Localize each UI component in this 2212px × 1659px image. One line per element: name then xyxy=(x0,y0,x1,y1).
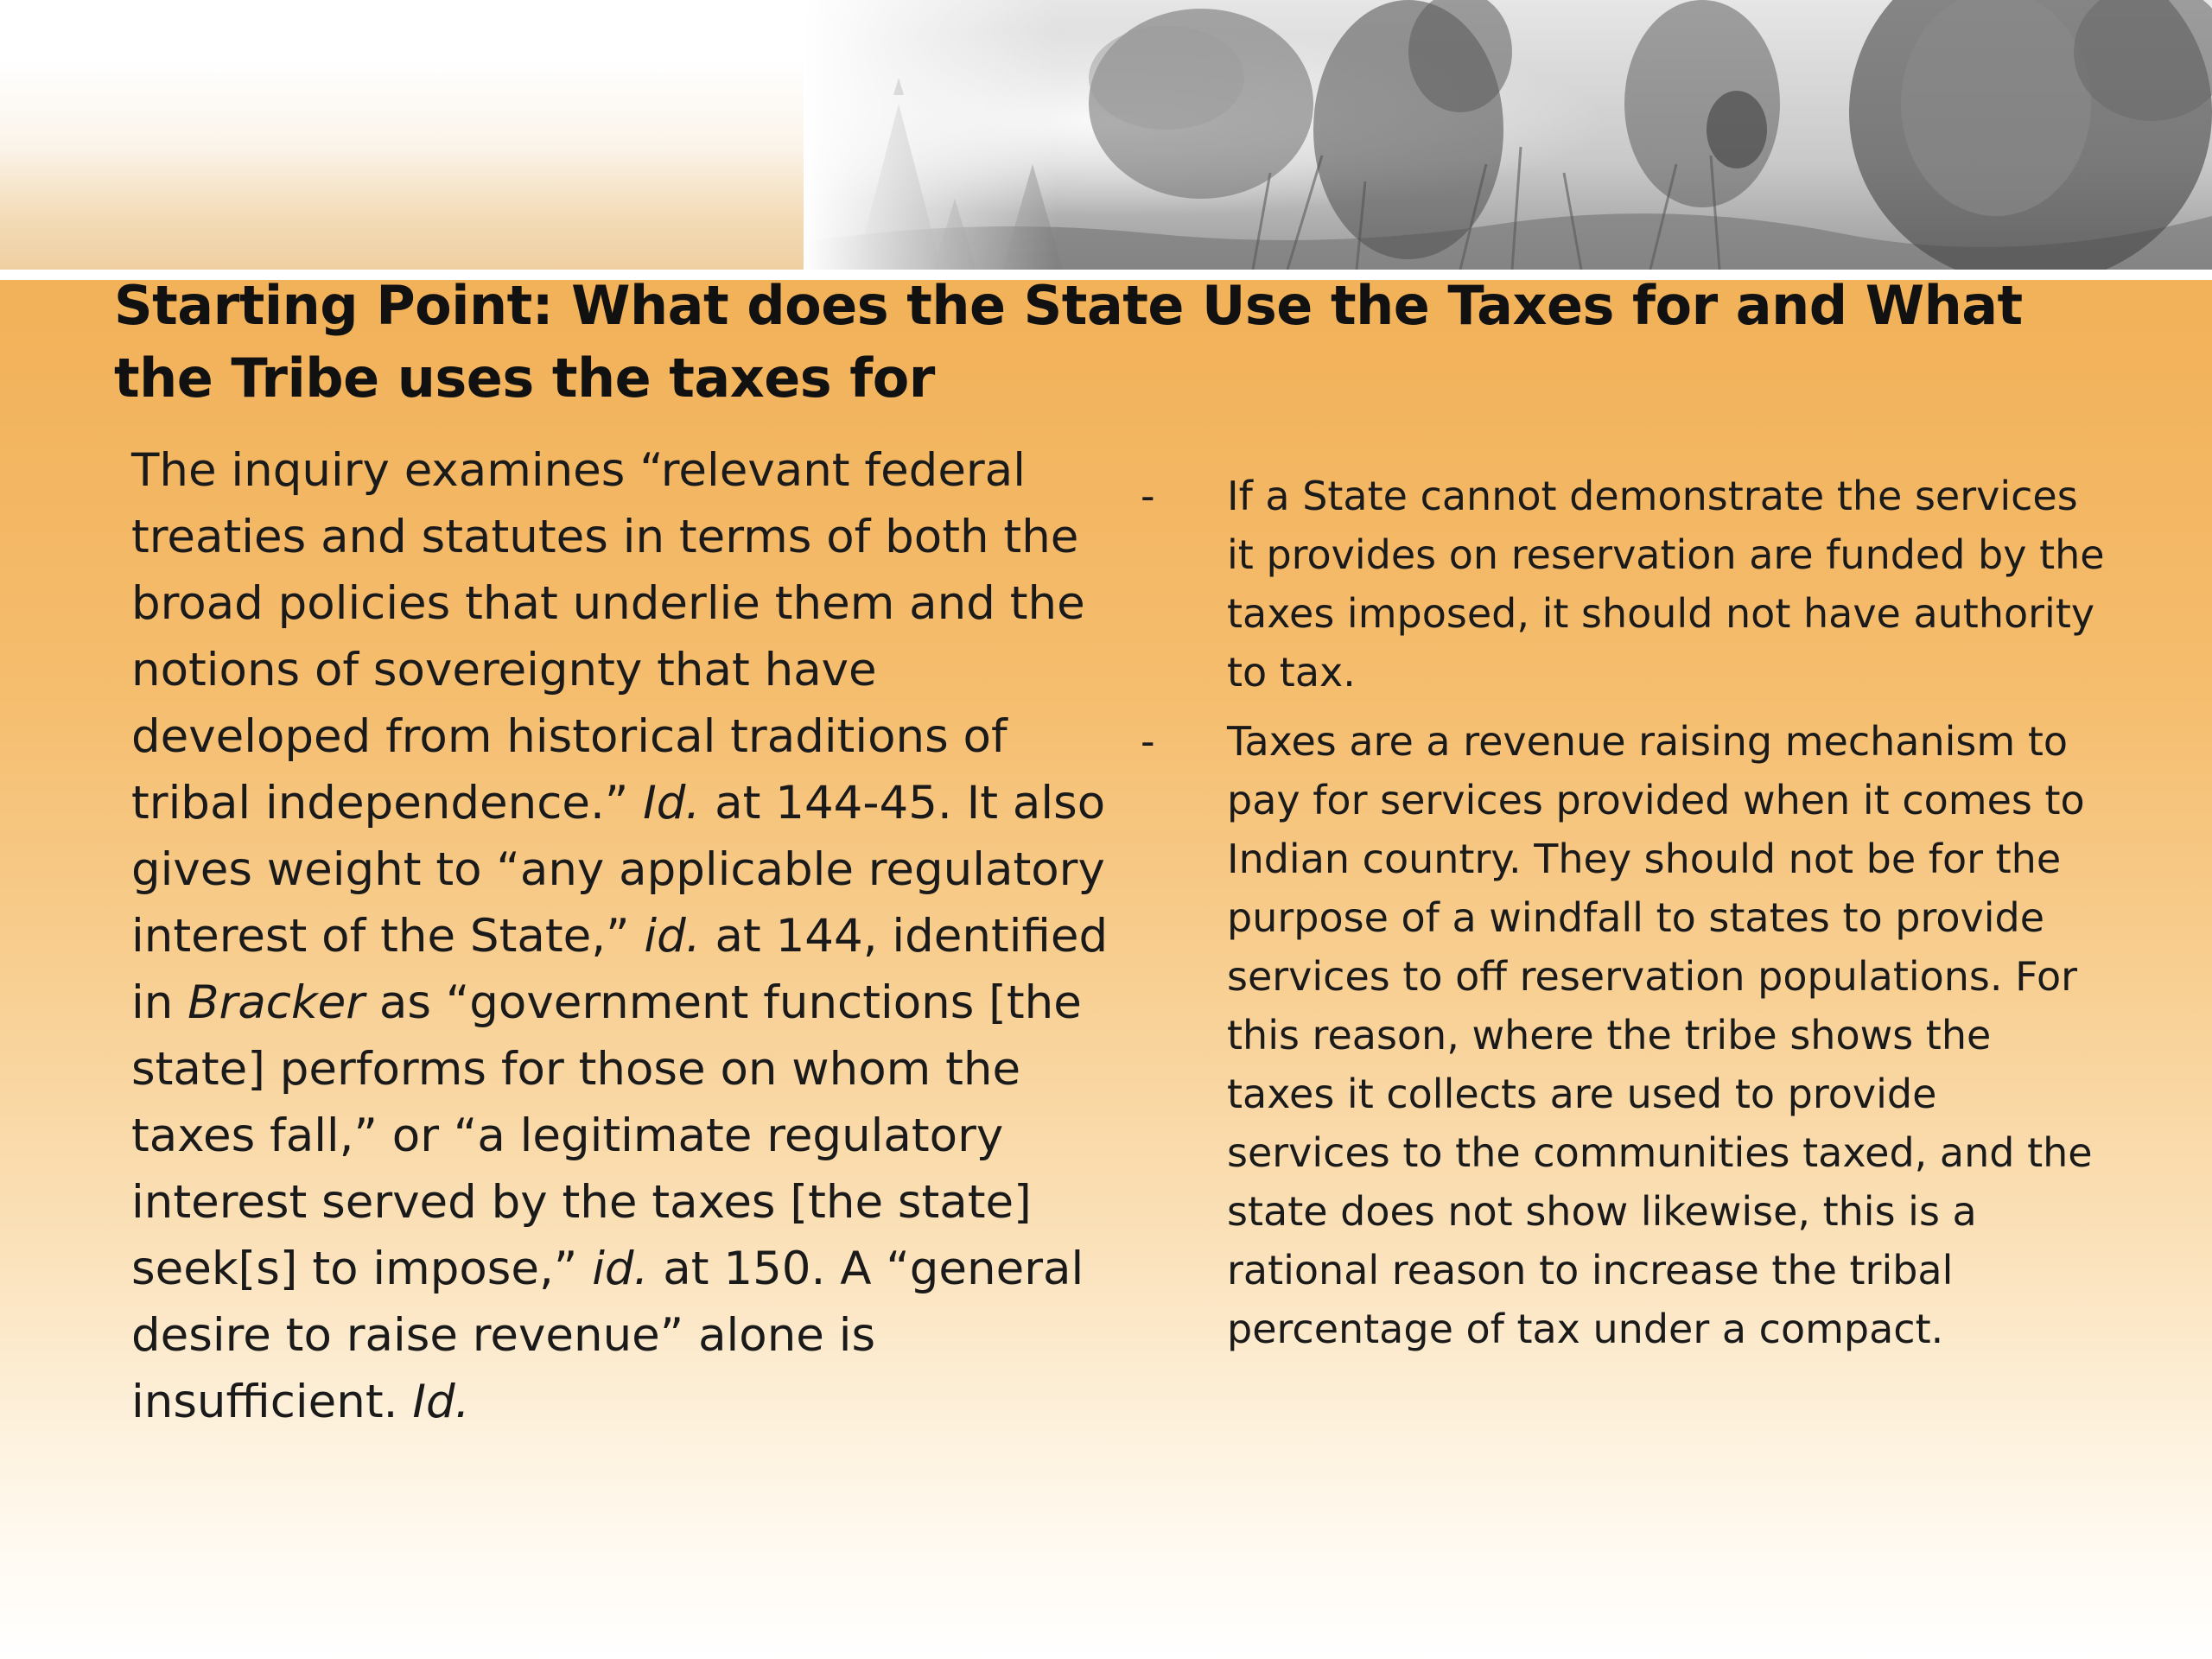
bullet-marker: - xyxy=(1141,718,1155,765)
citation-segment: id. xyxy=(592,1243,649,1295)
right-column xyxy=(1141,467,2108,1369)
bullet-item xyxy=(1141,712,2108,1358)
text-segment: at 144, identified in xyxy=(131,910,1109,1029)
banner-photo-image xyxy=(804,0,2212,270)
text-segment: at 144-45. It also gives weight to “any applicable regulatory interest of the State,” xyxy=(131,777,1106,963)
header-banner xyxy=(0,0,2212,270)
left-column xyxy=(131,437,1125,1435)
citation-segment: id. xyxy=(644,910,701,963)
bullet-item xyxy=(1141,467,2108,702)
text-segment: at 150. A “general desire to raise revenue” alone is insufficient. xyxy=(131,1243,1084,1428)
bullet-text: Taxes are a revenue raising mechanism to pay for services provided when it comes to Indian country. They should not be for the purpose of a windfall to states to provide services to off reservation populations. For this reason, where the tribe shows the taxes it collects are used to provide services to the communities taxed, and the state does not show likewise, this is a rational reason to increase the tribal percentage of tax under a compact. xyxy=(1227,718,2093,1352)
left-paragraph xyxy=(131,437,1125,1435)
case-name-segment: Bracker xyxy=(188,976,365,1029)
bullet-text: If a State cannot demonstrate the services it provides on reservation are funded by the taxes imposed, it should not have authority to tax. xyxy=(1227,473,2105,696)
slide-title: Starting Point: What does the State Use the Taxes for and What the Tribe uses the taxes for xyxy=(114,274,2023,410)
bullet-marker: - xyxy=(1141,473,1155,519)
text-segment: The inquiry examines “relevant federal treaties and statutes in terms of both the broad policies that underlie them and the notions of sovereignty that have developed from historical traditions of tribal independence.” xyxy=(131,444,1085,830)
text-segment: as “government functions [the state] performs for those on whom the taxes fall,” or “a legitimate regulatory interest served by the taxes [the state] seek[s] to impose,” xyxy=(131,976,1082,1295)
citation-segment: Id. xyxy=(412,1376,470,1428)
citation-segment: Id. xyxy=(643,777,701,830)
